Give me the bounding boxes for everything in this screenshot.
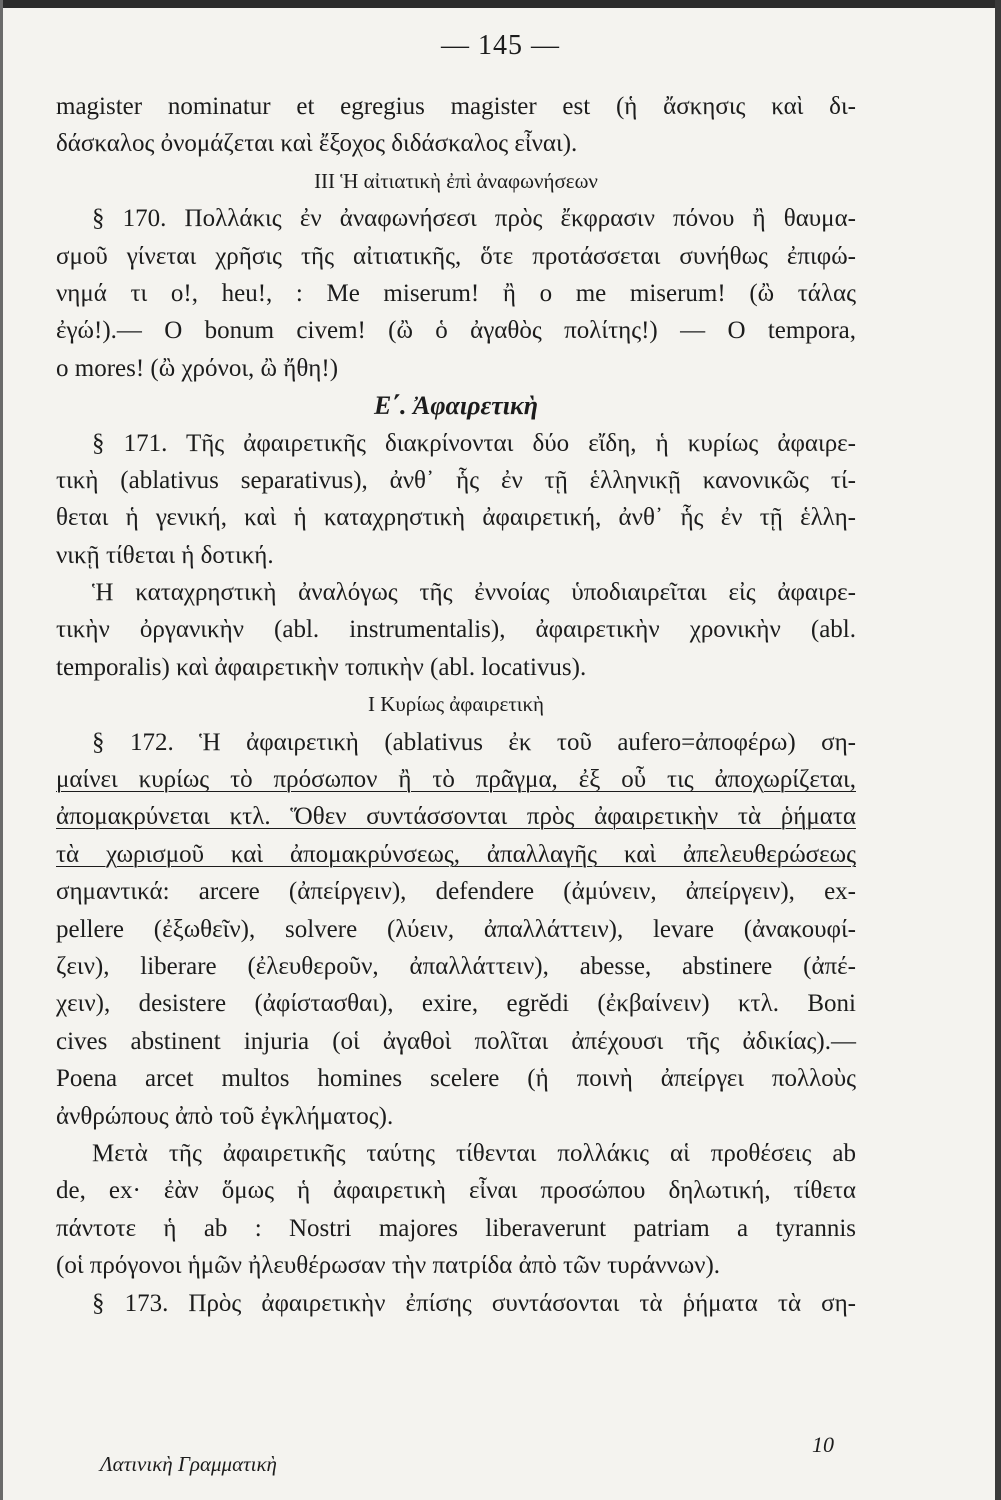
body-text <box>56 88 856 1322</box>
text-line: § 170. Πολλάκις ἐν ἀναφωνήσεσι πρὸς ἔκφρασιν πόνου ἢ θαυμα- <box>92 205 856 233</box>
scan-edge-left <box>0 0 3 1500</box>
text-line: νημά τι o!, heu!, : Me miserum! ἢ o me miserum! (ὢ τάλας <box>56 279 856 307</box>
signature-number: 10 <box>812 1432 834 1457</box>
text-line: o mores! (ὢ χρόνοι, ὢ ἤθη!) <box>56 354 339 382</box>
text-line: Poena arcet multos homines scelere (ἡ ποινὴ ἀπείργει πολλοὺς <box>56 1065 856 1093</box>
text-line: III Ἡ αἰτιατικὴ ἐπὶ ἀναφωνήσεων <box>314 168 598 193</box>
text-line: τικὴ (ablativus separativus), ἀνθ᾽ ἧς ἐν τῇ ἑλληνικῇ κανονικῶς τί- <box>56 466 856 494</box>
text-line: πάντοτε ἡ ab : Nostri majores liberaverunt patriam a tyrannis <box>56 1214 856 1242</box>
page-number: — 145 — <box>441 30 560 61</box>
text-line: θεται ἡ γενική, καὶ ἡ καταχρηστικὴ ἀφαιρετική, ἀνθ᾽ ἧς ἐν τῇ ἑλλη- <box>56 504 856 532</box>
text-line: Ἡ καταχρηστικὴ ἀναλόγως τῆς ἐννοίας ὑποδιαιρεῖται εἰς ἀφαιρε- <box>92 579 856 607</box>
text-line: σημαντικά: arcere (ἀπείργειν), defendere (ἀμύνειν, ἀπείργειν), ex- <box>56 878 856 906</box>
scan-edge-top <box>0 0 1001 8</box>
text-line: magister nominatur et egregius magister est (ἡ ἄσκησις καὶ δι- <box>56 93 856 120</box>
text-line: § 172. Ἡ ἀφαιρετικὴ (ablativus ἐκ τοῦ aufero=ἀποφέρω) ση- <box>92 728 856 756</box>
text-line: ἐγώ!).— O bonum civem! (ὢ ὁ ἀγαθὸς πολίτης!) — O tempora, <box>56 317 856 345</box>
text-line: ζειν), liberare (ἐλευθεροῦν, ἀπαλλάττειν), abesse, abstinere (ἀπέ- <box>56 952 856 980</box>
text-line: cives abstinent injuria (οἱ ἀγαθοὶ πολῖται ἀπέχουσι τῆς ἀδικίας).— <box>56 1027 856 1055</box>
text-line: τὰ χωρισμοῦ καὶ ἀπομακρύνσεως, ἀπαλλαγῆς καὶ ἀπελευθερώσεως <box>56 840 856 868</box>
text-line: I Κυρίως ἀφαιρετικὴ <box>367 692 545 717</box>
text-line: ἀπομακρύνεται κτλ. Ὅθεν συντάσσονται πρὸς ἀφαιρετικὴν τὰ ῥήματα <box>56 803 856 831</box>
text-line: δάσκαλος ὀνομάζεται καὶ ἔξοχος διδάσκαλος εἶναι). <box>56 130 578 158</box>
text-line: § 173. Πρὸς ἀφαιρετικὴν ἐπίσης συντάσονται τὰ ῥήματα τὰ ση- <box>92 1289 856 1317</box>
text-line: (οἱ πρόγονοι ἡμῶν ἠλευθέρωσαν τὴν πατρίδα ἀπὸ τῶν τυράννων). <box>56 1252 721 1280</box>
text-line: ἀνθρώπους ἀπὸ τοῦ ἐγκλήματος). <box>56 1102 394 1130</box>
scan-edge-right <box>995 0 1001 1500</box>
text-line: μαίνει κυρίως τὸ πρόσωπον ἢ τὸ πρᾶγμα, ἐξ οὗ τις ἀποχωρίζεται, <box>56 766 856 794</box>
text-line: Ε΄. Ἀφαιρετικὴ <box>373 391 539 421</box>
text-line: temporalis) καὶ ἀφαιρετικὴν τοπικὴν (abl. locativus). <box>56 653 587 681</box>
text-line: σμοῦ γίνεται χρῆσις τῆς αἰτιατικῆς, ὅτε προτάσσεται συνήθως ἐπιφώ- <box>56 242 856 270</box>
text-line: νικῇ τίθεται ἡ δοτική. <box>56 541 274 569</box>
text-line: τικὴν ὀργανικὴν (abl. instrumentalis), ἀφαιρετικὴν χρονικὴν (abl. <box>56 616 856 644</box>
footer-title: Λατινικὴ Γραμματικὴ <box>100 1452 277 1476</box>
text-line: χειν), desistere (ἀφίστασθαι), exire, egrĕdi (ἐκβαίνειν) κτλ. Boni <box>56 990 856 1018</box>
text-line: Μετὰ τῆς ἀφαιρετικῆς ταύτης τίθενται πολλάκις αἱ προθέσεις ab <box>92 1139 856 1167</box>
text-line: de, ex· ἐὰν ὅμως ἡ ἀφαιρετικὴ εἶναι προσώπου δηλωτική, τίθετα <box>56 1177 856 1205</box>
text-line: § 171. Τῆς ἀφαιρετικῆς διακρίνονται δύο εἴδη, ἡ κυρίως ἀφαιρε- <box>92 429 856 457</box>
text-line: pellere (ἐξωθεῖν), solvere (λύειν, ἀπαλλάττειν), levare (ἀνακουφί- <box>56 915 856 943</box>
